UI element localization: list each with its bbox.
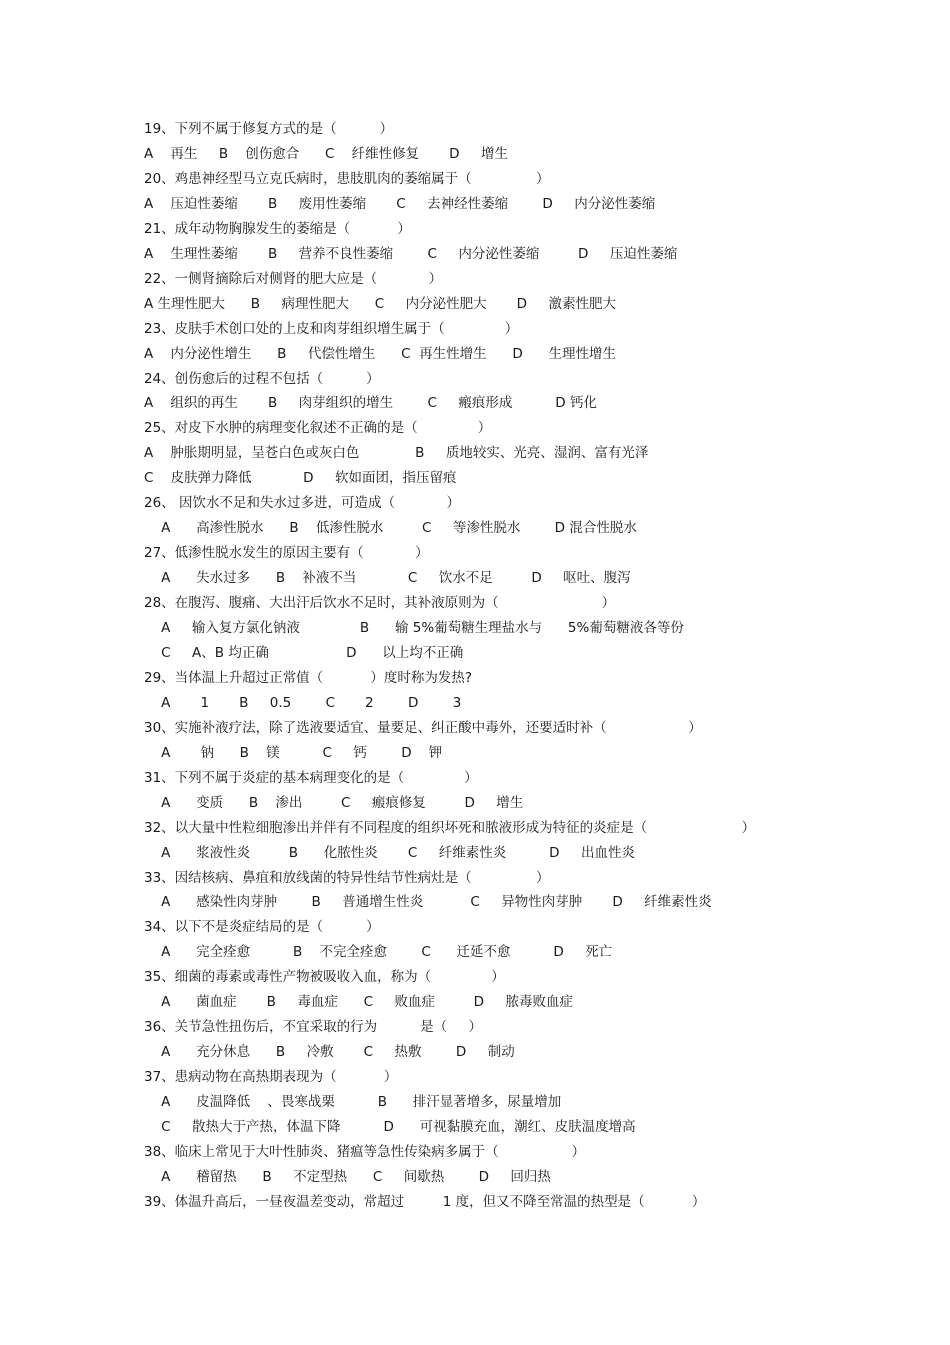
question-text: 24、创伤愈后的过程不包括（ ） (144, 370, 380, 387)
question-text: 37、患病动物在高热期表现为（ ） (144, 1069, 398, 1086)
question-text: 20、鸡患神经型马立克氏病时，患肢肌肉的萎缩属于（ ） (144, 170, 550, 187)
question-text: 28、在腹泻、腹痛、大出汗后饮水不足时，其补液原则为（ ） (144, 595, 616, 612)
answer-options: A 高渗性脱水 B 低渗性脱水 C 等渗性脱水 D 混合性脱水 (144, 520, 637, 537)
answer-options: A 生理性肥大 B 病理性肥大 C 内分泌性肥大 D 激素性肥大 (144, 295, 617, 312)
question-text: 35、细菌的毒素或毒性产物被吸收入血，称为（ ） (144, 969, 505, 986)
question-text: 26、 因饮水不足和失水过多进，可造成（ ） (144, 495, 460, 512)
question-text: 33、因结核病、鼻疽和放线菌的特异性结节性病灶是（ ） (144, 869, 550, 886)
answer-options: A 组织的再生 B 肉芽组织的增生 C 瘢痕形成 D 钙化 (144, 395, 597, 412)
answer-options: A 输入复方氯化钠液 B 输 5%葡萄糖生理盐水与 5%葡萄糖液各等份 (144, 620, 684, 636)
question-text: 19、下列不属于修复方式的是（ ） (144, 121, 394, 137)
answer-options: A 感染性肉芽肿 B 普通增生性炎 C 异物性肉芽肿 D 纤维素性炎 (144, 894, 712, 911)
answer-options: A 再生 B 创伤愈合 C 纤维性修复 D 增生 (144, 145, 509, 162)
answer-options: A 充分休息 B 冷敷 C 热敷 D 制动 (144, 1044, 515, 1061)
answer-options: C 皮肤弹力降低 D 软如面团，指压留痕 (144, 470, 457, 487)
answer-options: A 皮温降低 、畏寒战栗 B 排汗显著增多，尿量增加 (144, 1094, 562, 1111)
answer-options: A 1 B 0.5 C 2 D 3 (144, 694, 462, 711)
answer-options: A 肿胀期明显，呈苍白色或灰白色 B 质地较实、光亮、湿润、富有光泽 (144, 445, 649, 462)
answer-options: C A、B 均正确 D 以上均不正确 (144, 644, 464, 661)
question-text: 21、成年动物胸腺发生的萎缩是（ ） (144, 220, 411, 237)
question-text: 23、皮肤手术创口处的上皮和肉芽组织增生属于（ ） (144, 320, 519, 337)
answer-options: A 稽留热 B 不定型热 C 间歇热 D 回归热 (144, 1168, 551, 1185)
question-text: 31、下列不属于炎症的基本病理变化的是（ ） (144, 769, 478, 786)
answer-options: A 菌血症 B 毒血症 C 败血症 D 脓毒败血症 (144, 994, 574, 1011)
question-text: 36、关节急性扭伤后，不宜采取的行为 是（ ） (144, 1019, 483, 1036)
answer-options: A 浆液性炎 B 化脓性炎 C 纤维素性炎 D 出血性炎 (144, 844, 635, 861)
answer-options: A 压迫性萎缩 B 废用性萎缩 C 去神经性萎缩 D 内分泌性萎缩 (144, 195, 656, 212)
question-text: 39、体温升高后，一昼夜温差变动，常超过 1 度，但又不降至常温的热型是（ ） (144, 1193, 706, 1210)
question-text: 34、以下不是炎症结局的是（ ） (144, 919, 380, 936)
answer-options: A 失水过多 B 补液不当 C 饮水不足 D 呕吐、腹泻 (144, 570, 631, 587)
answer-options: A 生理性萎缩 B 营养不良性萎缩 C 内分泌性萎缩 D 压迫性萎缩 (144, 245, 678, 262)
question-text: 30、实施补液疗法，除了选液要适宜、量要足、纠正酸中毒外，还要适时补（ ） (144, 719, 702, 736)
question-text: 29、当体温上升超过正常值（ ）度时称为发热? (144, 669, 473, 686)
answer-options: A 完全痊愈 B 不完全痊愈 C 迁延不愈 D 死亡 (144, 944, 613, 961)
answer-options: A 变质 B 渗出 C 瘢痕修复 D 增生 (144, 794, 524, 811)
answer-options: A 钠 B 镁 C 钙 D 钾 (144, 744, 443, 761)
question-text: 38、临床上常见于大叶性肺炎、猪瘟等急性传染病多属于（ ） (144, 1143, 586, 1160)
answer-options: A 内分泌性增生 B 代偿性增生 C 再生性增生 D 生理性增生 (144, 345, 617, 362)
question-text: 27、低渗性脱水发生的原因主要有（ ） (144, 545, 429, 562)
question-text: 22、一侧肾摘除后对侧肾的肥大应是（ ） (144, 270, 443, 287)
question-text: 25、对皮下水肿的病理变化叙述不正确的是（ ） (144, 420, 492, 437)
question-text: 32、以大量中性粒细胞渗出并伴有不同程度的组织坏死和脓液形成为特征的炎症是（ ） (144, 819, 756, 836)
answer-options: C 散热大于产热，体温下降 D 可视黏膜充血，潮红、皮肤温度增高 (144, 1119, 636, 1135)
